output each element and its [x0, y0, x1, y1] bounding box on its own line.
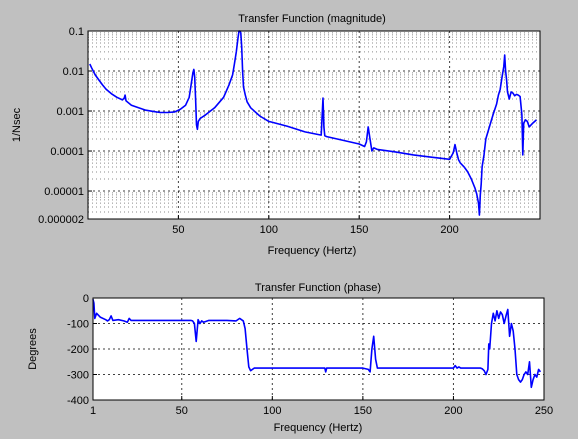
y-tick-label: 0.0001	[50, 146, 84, 159]
y-tick-label: 0.00001	[44, 186, 84, 199]
x-tick-label: 1	[89, 405, 97, 417]
x-tick-label: 50	[175, 405, 188, 417]
magnitude-title: Transfer Function (magnitude)	[238, 13, 386, 25]
x-tick-label: 50	[172, 224, 185, 236]
y-tick-label: -300	[66, 369, 89, 382]
x-tick-label: 150	[353, 405, 373, 417]
y-tick-label: 0.000002	[38, 214, 84, 226]
x-tick-label: 100	[259, 224, 278, 236]
magnitude-ylabel: 1/Nsec	[11, 107, 23, 143]
y-tick-label: -400	[66, 395, 89, 407]
phase-title: Transfer Function (phase)	[254, 282, 382, 294]
x-tick-label: 200	[440, 224, 459, 236]
x-tick-label: 200	[444, 405, 463, 417]
y-tick-label: 0.1	[68, 26, 84, 38]
x-tick-label: 150	[350, 224, 369, 236]
x-tick-label: 100	[263, 405, 282, 417]
x-tick-label: 250	[534, 405, 554, 417]
phase-xlabel: Frequency (Hertz)	[273, 422, 363, 434]
y-tick-label: -100	[66, 318, 89, 331]
y-tick-label: -200	[66, 344, 89, 356]
magnitude-xlabel: Frequency (Hertz)	[267, 245, 357, 257]
y-tick-label: 0.01	[62, 66, 84, 79]
y-tick-label: 0	[82, 293, 89, 305]
y-tick-label: 0.001	[56, 106, 84, 119]
phase-ylabel: Degrees	[27, 328, 39, 370]
